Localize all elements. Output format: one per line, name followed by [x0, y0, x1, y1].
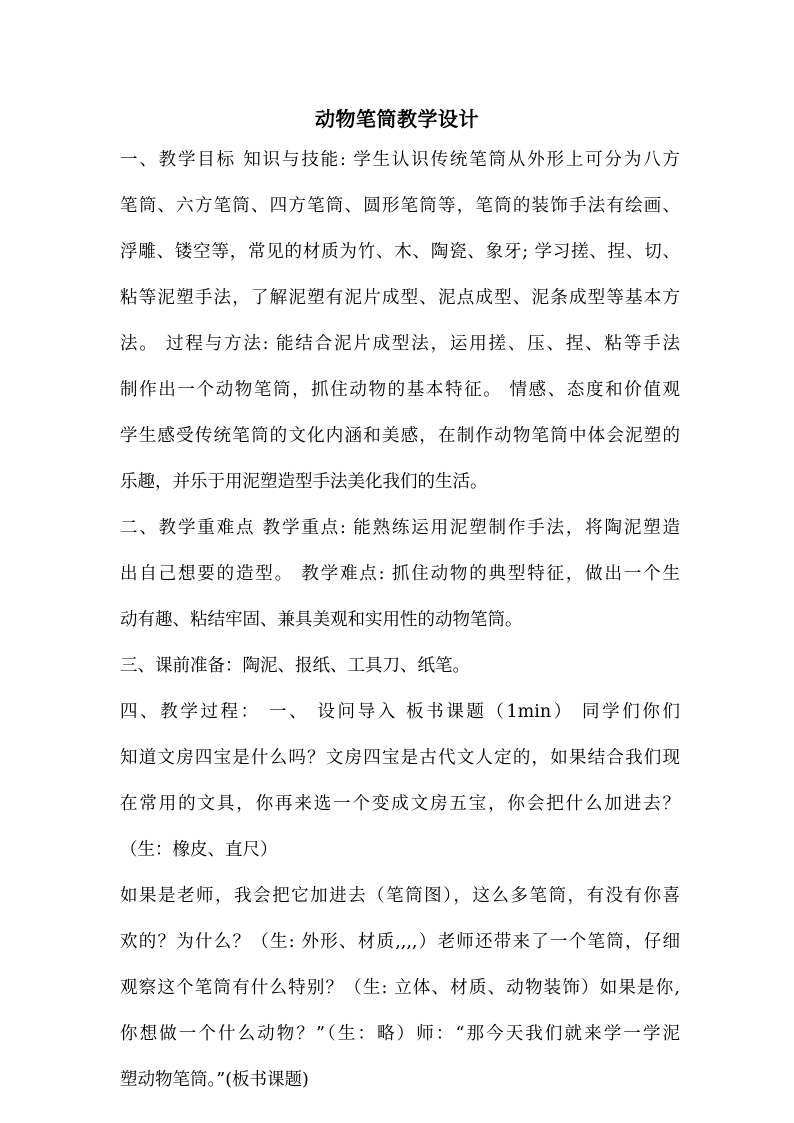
paragraph-line: 乐趣，并乐于用泥塑造型手法美化我们的生活。: [120, 472, 488, 492]
paragraph-line: 出自己想要的造型。 教学难点: 抓住动物的典型特征，做出一个生: [120, 564, 680, 584]
paragraph-line: 观察这个笔筒有什么特别？（生: 立体、材质、动物装饰）如果是你,: [120, 978, 680, 998]
paragraph-line: 四、教学过程： 一、 设问导入 板书课题（1min） 同学们你们: [120, 702, 680, 722]
paragraph-line: 粘等泥塑手法，了解泥塑有泥片成型、泥点成型、泥条成型等基本方: [120, 288, 680, 308]
paragraph-line: 浮雕、镂空等，常见的材质为竹、木、陶瓷、象牙; 学习搓、捏、切、: [120, 242, 680, 262]
paragraph-line: 在常用的文具，你再来选一个变成文房五宝，你会把什么加进去？: [120, 794, 680, 814]
paragraph-line: 你想做一个什么动物？”（生：略）师：“那今天我们就来学一学泥: [120, 1024, 680, 1044]
paragraph-line: 知道文房四宝是什么吗？文房四宝是古代文人定的，如果结合我们现: [120, 748, 680, 768]
paragraph-line: 如果是老师，我会把它加进去（笔筒图），这么多笔筒，有没有你喜: [120, 886, 680, 906]
paragraph-line: 塑动物笔筒。”(板书课题): [120, 1070, 309, 1090]
paragraph-line: 一、教学目标 知识与技能: 学生认识传统笔筒从外形上可分为八方: [120, 150, 680, 170]
paragraph-line: 动有趣、粘结牢固、兼具美观和实用性的动物笔筒。: [120, 610, 523, 630]
paragraph-line: 欢的？为什么？（生: 外形、材质,,,,）老师还带来了一个笔筒，仔细: [120, 932, 680, 952]
paragraph-line: 制作出一个动物笔筒，抓住动物的基本特征。 情感、态度和价值观: [120, 380, 680, 400]
paragraph-line: （生：橡皮、直尺）: [120, 840, 278, 860]
document-title: 动物笔筒教学设计: [315, 107, 479, 131]
paragraph-line: 学生感受传统笔筒的文化内涵和美感，在制作动物笔筒中体会泥塑的: [120, 426, 680, 446]
paragraph-line: 法。 过程与方法: 能结合泥片成型法，运用搓、压、捏、粘等手法: [120, 334, 680, 354]
paragraph-line: 笔筒、六方笔筒、四方笔筒、圆形笔筒等，笔筒的装饰手法有绘画、: [120, 196, 680, 216]
paragraph-line: 二、教学重难点 教学重点: 能熟练运用泥塑制作手法，将陶泥塑造: [120, 518, 680, 538]
paragraph-line: 三、课前准备：陶泥、报纸、工具刀、纸笔。: [120, 656, 470, 676]
